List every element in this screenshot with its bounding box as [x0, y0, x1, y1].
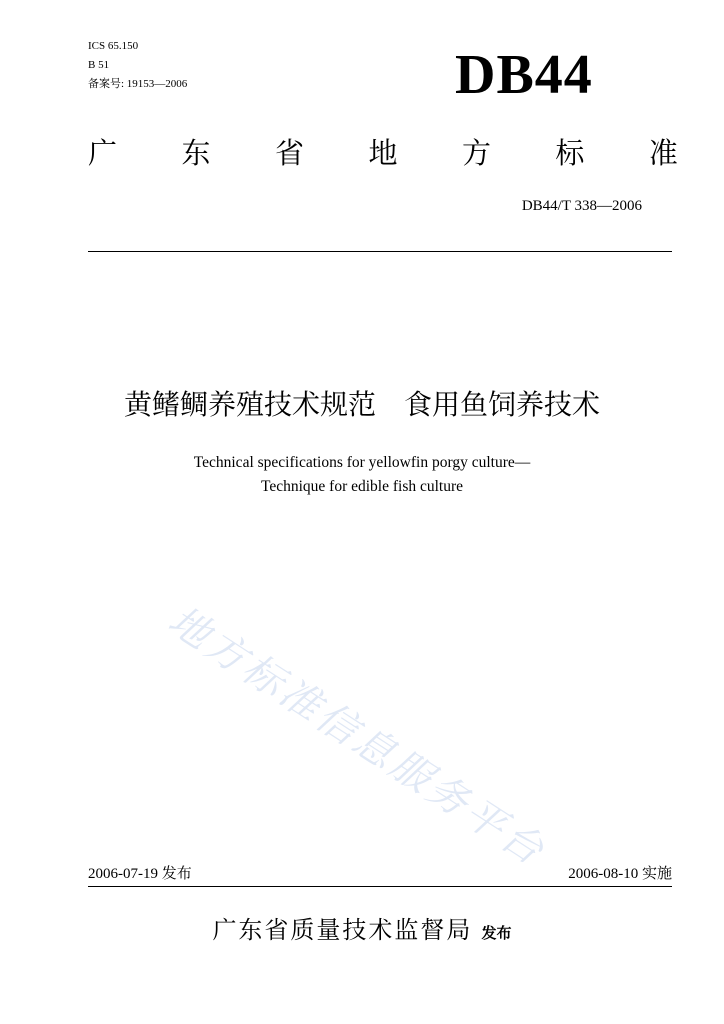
issuer-line [0, 910, 724, 945]
category-char: 省 [274, 136, 304, 170]
standard-code-mark: DB44 [455, 44, 593, 106]
top-divider [88, 251, 672, 252]
bottom-divider [88, 886, 672, 887]
classification-block [88, 37, 187, 94]
title-english [0, 451, 724, 499]
dates-row [88, 864, 672, 884]
category-char: 标 [555, 136, 585, 170]
ccs-code: B 51 [88, 59, 110, 71]
category-char: 广 [88, 136, 118, 170]
category-char: 东 [181, 136, 211, 170]
standard-category-heading [88, 134, 678, 172]
category-char: 地 [368, 136, 398, 170]
filing-number: 备案号: 19153—2006 [88, 78, 188, 90]
standard-number: DB44/T 338—2006 [521, 198, 642, 214]
watermark: 地方标准信息服务平台 [160, 597, 555, 876]
issuer-verb: 发布 [481, 924, 512, 942]
title-english-line-2: Technique for edible fish culture [260, 478, 464, 495]
title-english-line-1: Technical specifications for yellowfin porgy culture— [193, 454, 531, 471]
ics-code: ICS 65.150 [88, 40, 139, 52]
issuer-organization: 广东省质量技术监督局 [212, 916, 473, 944]
category-char: 准 [648, 136, 678, 170]
publish-date: 2006-07-19 发布 [88, 866, 192, 882]
implement-date: 2006-08-10 实施 [568, 866, 672, 882]
title-chinese: 黄鳍鲷养殖技术规范 食用鱼饲养技术 [123, 388, 600, 421]
category-char: 方 [461, 136, 491, 170]
